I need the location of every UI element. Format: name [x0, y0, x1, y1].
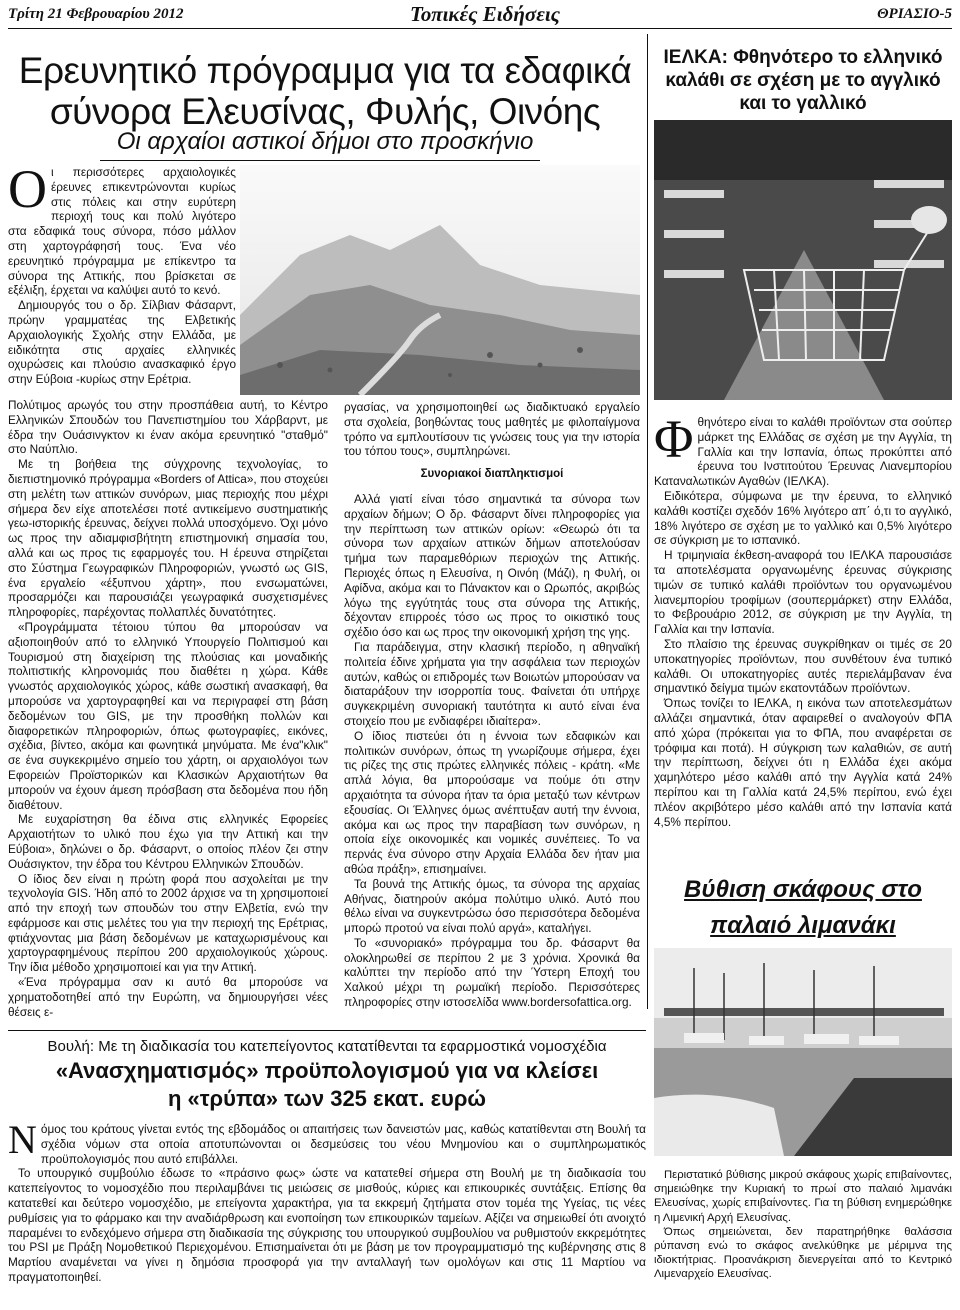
cont-paragraph-4: Ο ίδιος πιστεύει ότι η έννοια των εδαφικών και πολιτικών συνόρων, όπως τη γνωρίζουμε σήμερα, έχει τις ρίζες της στις πρώτες ελληνικές πόλεις - κράτη. «Με απλά λόγια, θα μπορούσαμε να πούμε ότι στην αρχαιότητα τα σύνορα ήταν τα όρια μεταξύ των κέντρων εξουσίας. Οι Έλληνες όμως ανέπτυξαν αυτή την έννοια, ακόμα και ως προς την παραβίαση των συνόρων, η οποία είχε οικονομικές και νομικές συνέπειες. Το να περνάς ένα σύνορο στην Αρχαία Ελλάδα δεν ήταν μια αθώα πράξη», επισημαίνει. — [344, 728, 640, 876]
budget-headline-line1: «Ανασχηματισμός» προϋπολογισμού για να κλείσει — [55, 1058, 599, 1083]
column-divider — [647, 34, 648, 1009]
harbor-photo — [654, 948, 952, 1156]
main-paragraph-7: Ο ίδιος δεν είναι η πρώτη φορά που ασχολείται με την τεχνολογία GIS. Ήδη από το 2002 άρχισε να τη χρησιμοποιεί από την εποχή των σπουδών του στην Ελβετία, ενώ την εφάρμοσε και στις μελέτες του για την περιοχή της Ερέτριας, φτιάχνοντας μια βάση δεδομένων με καταχωρισμένους και χαρτογραφημένους περίπου 200 αρχαιολογικούς χώρους. Την ίδια μέθοδο χρησιμοποιεί και για την Αττική. — [8, 871, 328, 975]
main-intro-paragraph: ι περισσότερες αρχαιολογικές έρευνες επικεντρώνονται κυρίως στις πόλεις και στην ευρύτερη περιοχή τους και πολύ λιγότερο στα εδαφικά τους σύνορα, πόσο μάλλον στη χαρτογράφησή τους. Ένα νέο ερευνητικό πρόγραμμα με επίκεντρο τα σύνορα της Αττικής, που βρίσκεται σε εξέλιξη, έρχεται να καλύψει αυτό το κενό. — [8, 165, 236, 298]
main-paragraph-4: Με τη βοήθεια της σύγχρονης τεχνολογίας, το διεπιστημονικό πρόγραμμα «Borders of Attica», που στοχεύει στη μελέτη των αττικών συνόρων, μιας περιοχής που μέχρι σήμερα δεν είχε αποτελέσει ποτέ αντικείμενο συστηματικής γεω-ιστορικής έρευνας, δείχνει πολλά υποσχόμενο. Όχι μόνο ως προς την αδιαμφισβήτητη επιστημονική σημασία του, αλλά και ως προς τις εφαρμογές του. Η έρευνα στηρίζεται στο Σύστημα Γεωγραφικών Πληροφοριών, γνωστό ως GIS, ένα εργαλείο «έξυπνου χάρτη», που ενσωματώνει, προσαρμόζει και παρουσιάζει γεωγραφικά συσχετισμένες πληροφορίες, παρέχοντας πολλαπλές δυνατότητες. — [8, 457, 329, 620]
side-paragraph-3: Η τριμηνιαία έκθεση-αναφορά του ΙΕΛΚΑ παρουσιάσε τα αποτελέσματα οργανωμένης έρευνας σύγκρισης τιμών σε τυπικό καλάθι προϊόντων του οργανωμένου λιανεμπορίου τροφίμων (σουπερμάρκετ) στην Ελλάδα, το Φεβρουάριο 2012, σε σύγκριση με την Αγγλία, τη Γαλλία και την Ισπανία. — [654, 548, 952, 637]
main-article-intro — [8, 159, 236, 387]
budget-paragraph-1: όμος του κράτους γίνεται εντός της εβδομάδος οι απαιτήσεις των δανειστών μας, καθώς κατατίθενται στη Βουλή τα σχέδια νόμων στα οποία αποτυπώνονται οι δεσμεύσεις του νέου Μνημονίου και ο συμπληρωματικός προϋπολογισμός που αυτό επιβάλλει. — [40, 1122, 646, 1166]
cont-paragraph-5: Τα βουνά της Αττικής όμως, τα σύνορα της αρχαίας Αθήνας, διατηρούν ακόμα πολύτιμο υλικό. Αυτό που θέλω είναι να συγκεντρώσω όσο περισσότερα δεδομένα μπορώ προτού να είναι πολύ αργά», καταλήγει. — [344, 876, 640, 936]
page-label: ΘΡΙΑΣΙΟ-5 — [877, 6, 952, 22]
main-subhead: Οι αρχαίοι αστικοί δήμοι στο προσκήνιο — [116, 128, 534, 155]
side-article-title: ΙΕΛΚΑ: Φθηνότερο το ελληνικό καλάθι σε σχέση με το αγγλικό και το γαλλικό — [663, 47, 943, 114]
dropcap-letter: Ο — [8, 159, 47, 219]
cont-paragraph-3: Για παράδειγμα, στην κλασική περίοδο, η αθηναϊκή πολιτεία έδινε χρήματα για την ασφάλεια των περιοχών αυτών, καθώς οι επιδρομές των Βοιωτών μπορούσαν να διαταράξουν την ισορροπία τους. Φαίνεται ότι υπήρχε συγκεκριμένη συνοριακή ταυτότητα κι αυτό είναι ένα στοιχείο που με ενδιαφέρει ιδιαίτερα». — [344, 639, 640, 728]
side-paragraph-5: Όπως τονίζει το ΙΕΛΚΑ, η εικόνα των αποτελεσμάτων αλλάζει σημαντικά, όταν αφαιρεθεί ο αναλογούν ΦΠΑ από χώρα (πρόκειται για το ΦΠΑ, που αναφέρεται σε τρόφιμα και ποτά). Η σύγκριση των καλαθιών, σε αυτή την περίπτωση, δείχνει ότι η Ελλάδα έχει ακόμα χαμηλότερο μέσο καλάθι από την Αγγλία κατά 24% περίπου και τη Γαλλία κατά 24,5% περίπου, ενώ έχει πλέον ακριβότερο μέσο καλάθι από την Ισπανία κατά 4,5% περίπου. — [654, 696, 952, 829]
side-dropcap: Φ — [654, 409, 694, 469]
budget-article-body — [8, 1117, 646, 1285]
supermarket-photo — [654, 120, 952, 400]
boat-article-title: Βύθιση σκάφους στο παλαιό λιμανάκι — [684, 876, 922, 939]
boat-paragraph-2: Όπως σημειώνεται, δεν παρατηρήθηκε θαλάσσια ρύπανση ενώ το σκάφος ανελκύθηκε με μέριμνα της ιδιοκτήτριας. Προανάκριση διενεργείται από το Κεντρικό Λιμεναρχείο Ελευσίνας. — [654, 1225, 952, 1281]
main-paragraph-6: Με ευχαρίστηση θα έδινα στις ελληνικές Εφορείες Αρχαιοτήτων το υλικό που έχω για την Αττική και την Εύβοια», δηλώνει ο δρ. Φάσαρντ, ο οποίος πλέον ζει στην Ουάσιγκτον, την έδρα του Κέντρου Ελληνικών Σπουδών. — [8, 812, 328, 871]
side-paragraph-2: Ειδικότερα, σύμφωνα με την έρευνα, το ελληνικό καλάθι κοστίζει σχεδόν 16% λιγότερο απ΄ ό,τι το αγγλικό, 18% λιγότερο σε σχέση με το γαλλικό και 0,5% λιγότερο σε σύγκριση με το ισπανικό. — [654, 488, 952, 548]
subhead-rule — [100, 160, 540, 161]
side-paragraph-4: Στο πλαίσιο της έρευνας συγκρίθηκαν οι τιμές σε 20 υποκατηγορίες προϊόντων, που συνθέτουν ένα τυπικό καλάθι. Οι υποκατηγορίες αυτές περιελάμβαναν ένα σημαντικό δείγμα τιμών εκατοντάδων προϊόντων. — [654, 636, 952, 696]
boat-article-body — [654, 1168, 952, 1282]
side-article-body — [654, 409, 952, 829]
boat-paragraph-1: Περιστατικό βύθισης μικρού σκάφους χωρίς επιβαίνοντες, σημειώθηκε την Κυριακή το πρωί στο παλαιό λιμανάκι Ελευσίνας, χωρίς επιβαίνοντες. Για τη βύθιση ενημερώθηκε η Λιμενική Αρχή Ελευσίνας. — [654, 1169, 952, 1224]
budget-paragraph-2: Το υπουργικό συμβούλιο έδωσε το «πράσινο φως» ώστε να κατατεθεί σήμερα στη Βουλή με τη διαδικασία του κατεπείγοντος το νομοσχέδιο που περιλαμβάνει τις μειώσεις σε μισθούς, κύριες και επικουρικές συντάξεις. Επίσης θα κατατεθεί και δεύτερο νομοσχέδιο, με επείγοντα χαρακτήρα, για τα εκκρεμή ζητήματα στον τομέα της Υγείας, τις νέες ρυθμίσεις για το φάρμακο και την αναδιάρθρωση και ενοποίηση των επικουρικών ταμείων. Αξίζει να σημειωθεί ότι ανοιχτό παραμένει το ενδεχόμενο σήμερα στη διαδικασία της σύγκρισης του υπουργικού συμβουλίου να ρυθμιστούν εκκρεμότητες του PSI με Πράξη Νομοθετικού Περιεχομένου. Επισημαίνεται ότι με βάση με τον προγραμματισμό της κυβέρνησης στις 8 Μαρτίου αναμένεται να γίνει η δημόσια προσφορά για την ανταλλαγή των ομολόγων και στις 11 Μαρτίου να πραγματοποιηθεί. — [8, 1166, 646, 1284]
main-headline: Ερευνητικό πρόγραμμα για τα εδαφικά σύνορα Ελευσίνας, Φυλής, Οινόης — [18, 50, 632, 133]
cont-paragraph-1: ργασίας, να χρησιμοποιηθεί ως διαδικτυακό εργαλείο στα σχολεία, βοηθώντας τους μαθητές με φιλοπαίγμονα τρόπο να εμπλουτίσουν τις γνώσεις τους για την ιστορία του τόπου τους», συμπληρώνει. — [344, 400, 640, 459]
issue-date: Τρίτη 21 Φεβρουαρίου 2012 — [8, 6, 184, 22]
main-paragraph-8: «Ένα πρόγραμμα σαν κι αυτό θα μπορούσε να χρηματοδοτηθεί από την Ευρώπη, να δημιουργήσει νέες θέσεις ε- — [8, 975, 328, 1019]
budget-headline-line2: η «τρύπα» των 325 εκατ. ευρώ — [167, 1086, 487, 1111]
budget-top-rule — [8, 1030, 646, 1031]
budget-dropcap: Ν — [8, 1117, 37, 1162]
side-paragraph-1: θηνότερο είναι το καλάθι προϊόντων στα σούπερ μάρκετ της Ελλάδας σε σχέση με την Αγγλία, τη Γαλλία και την Ισπανία, όπως προκύπτει από έρευνα του Ινστιτούτου Έρευνας Λιανεμπορίου Καταναλωτικών Αγαθών (ΙΕΛΚΑ). — [654, 415, 952, 489]
cont-paragraph-6: Το «συνοριακό» πρόγραμμα του δρ. Φάσαρντ θα ολοκληρωθεί σε περίπου 2 με 3 χρόνια. Χρονικά θα καλύπτει την περίοδο από την Ύστερη Εποχή του Χαλκού μέχρι τη ρωμαϊκή περίοδο. Περισσότερες πληροφορίες στην ιστοσελίδα www.bordersofattica.org. — [344, 935, 640, 1010]
header-rule — [8, 28, 952, 29]
main-paragraph-5: «Προγράμματα τέτοιου τύπου θα μπορούσαν να αξιοποιηθούν από το ελληνικό Υπουργείο Πολιτισμού και Τουρισμού στη διαχείριση της πλούσιας και μοναδικής πολιτιστικής κληρονομιάς που διαθέτει η χώρα. Κάθε γνωστός αρχαιολογικός χώρος, κάθε σωστική ανασκαφή, θα μπορούσε να χαρτογραφηθεί και να περιγραφεί στη βάση δεδομένων του GIS, με την προσθήκη πολλών και διαφορετικών πληροφοριών, όπως φωτογραφίες, εικόνες, σχέδια, βίντεο, ακόμα και φωνητικά μηνύματα. Με ένα"κλικ" σε ένα συγκεκριμένο σημείο του χάρτη, οι αρχαιολόγοι των Εφορειών Προϊστορικών και Κλασικών Αρχαιοτήτων θα μπορούν να έχουν άμεση πρόσβαση στα δεδομένα που ήδη διαθέτουν. — [8, 619, 328, 812]
section-title: Τοπικές Ειδήσεις — [409, 2, 561, 26]
main-article-continued — [344, 400, 640, 1010]
budget-kicker: Βουλή: Με τη διαδικασία του κατεπείγοντος κατατίθενται τα εφαρμοστικά νομοσχέδια — [47, 1038, 607, 1055]
cont-paragraph-2: Αλλά γιατί είναι τόσο σημαντικά τα σύνορα των αρχαίων δήμων; Ο δρ. Φάσαρντ δίνει πληροφορίες για την περίπτωση των αττικών ορίων: «Θεωρώ ότι τα σύνορα των αρχαίων αττικών δήμων αποτελούσαν τμήμα των παραμεθόριων περιοχών της Αττικής. Περιοχές όπως η Ελευσίνα, η Οινόη (Μάζι), η Φυλή, οι Αφίδνα, ακόμα και το Πάνακτον και ο Ωρωπός, ακριβώς λόγω της εγγύτητάς τους στα σύνορα της Αττικής, δέχονταν επιρροές τόσο ως προς το οικιστικό τους σχέδιο όσο και ως προς την οικονομική χρήση της γης. — [344, 491, 640, 640]
main-article-body — [8, 398, 328, 1019]
hills-photo — [240, 165, 640, 395]
section-subtitle: Συνοριακοί διαπληκτισμοί — [420, 468, 564, 481]
main-paragraph-2: Δημιουργός του ο δρ. Σίλβιαν Φάσαρντ, πρώην γραμματέας της Ελβετικής Αρχαιολογικής Σχολής στην Ελλάδα, με ειδικότητα στις αρχαίες ελληνικές οχυρώσεις και πλούσιο ανασκαφικό έργο στην Εύβοια -κυρίως στην Ερέτρια. — [8, 298, 236, 387]
main-paragraph-3: Πολύτιμος αρωγός του στην προσπάθεια αυτή, το Κέντρο Ελληνικών Σπουδών του Πανεπιστημίου του Χάρβαρντ, με έδρα την Ουάσινγκτον κι έναν ακόμα ερευνητικό "σταθμό" στο Ναύπλιο. — [8, 398, 328, 457]
